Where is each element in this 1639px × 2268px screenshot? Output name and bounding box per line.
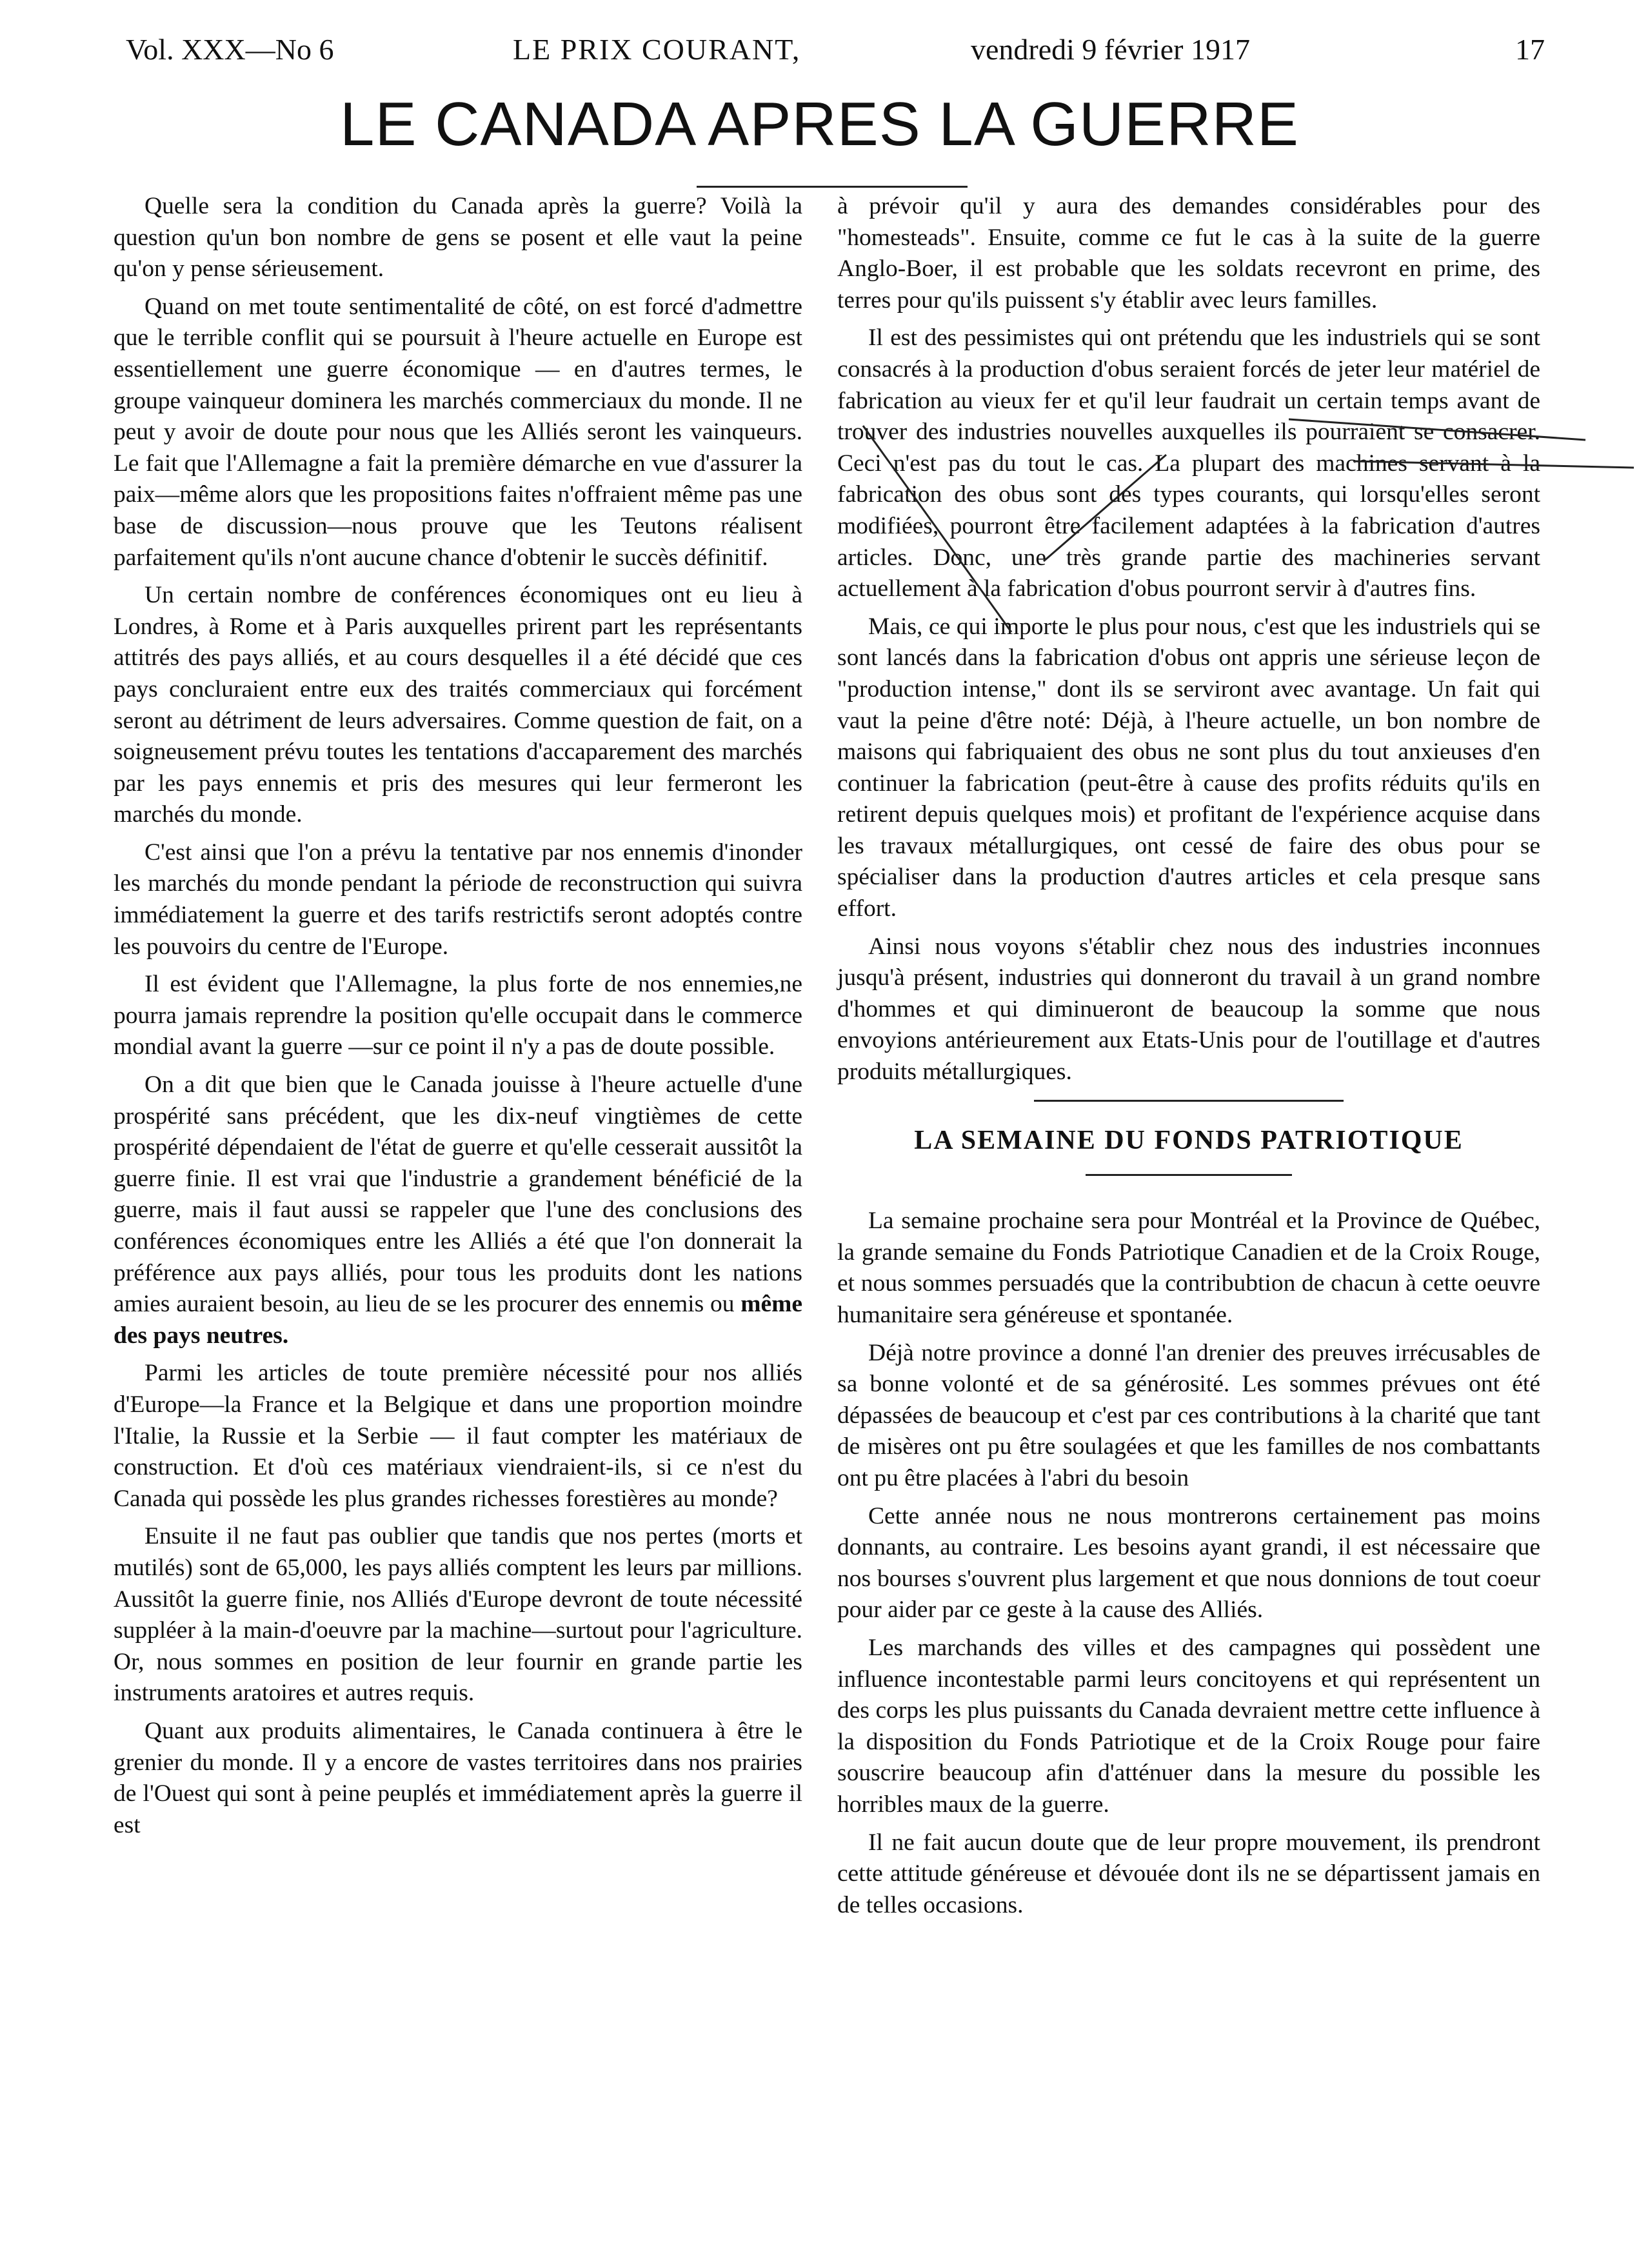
- article-title: LE CANADA APRES LA GUERRE: [340, 90, 1299, 159]
- title-divider: [697, 186, 968, 188]
- section-title-underline: [1086, 1174, 1292, 1176]
- paragraph: Un certain nombre de conférences économiques ont eu lieu à Londres, à Rome et à Paris auxquelles prirent part les représentants attitrés des pays alliés, et au cours desquelles il a été décidé que ces pays concluraient entre eux des traités commerciaux qui forcément seront au détriment de leurs adversaires. Comme question de fait, on a soigneusement prévu toutes les tentations d'accaparement des marchés par les pays ennemis et pris des mesures qui leur fermeront les marchés du monde.: [114, 582, 802, 828]
- issue-date: vendredi 9 février 1917: [971, 33, 1251, 66]
- journal-name: LE PRIX COURANT,: [513, 33, 801, 66]
- page-header: [126, 26, 1545, 77]
- volume-number: Vol. XXX—No 6: [126, 33, 334, 66]
- left-column: [114, 191, 802, 1847]
- paragraph: Parmi les articles de toute première nécessité pour nos alliés d'Europe—la France et la Belgique et dans une proportion moindre l'Italie, la Russie et la Serbie — il faut compter les matériaux de construction. Et d'où ces matériaux viendraient-ils, si ce n'est du Canada qui possède les plus grandes richesses forestières au monde?: [114, 1360, 802, 1512]
- paragraph: Il ne fait aucun doute que de leur propre mouvement, ils prendront cette attitude généreuse et dévouée dont ils ne se départissent jamais en de telles occasions.: [837, 1829, 1540, 1918]
- paragraph-text: On a dit que bien que le Canada jouisse à l'heure actuelle d'une prospérité sans précédent, que les dix-neuf vingtièmes de cette prospérité dépendaient de l'état de guerre et qu'elle cesserait aussitôt la guerre finie. Il est vrai que l'industrie a grandement bénéficié de la guerre, mais il faut aussi se rappeler que l'une des conclusions des conférences économiques entre les Alliés a été que l'on donnerait la préférence aux pays alliés, pour tous les produits dont les nations amies auraient besoin, au lieu de se les procurer des ennemis ou: [114, 1071, 802, 1318]
- paragraph: Il est évident que l'Allemagne, la plus forte de nos ennemies,ne pourra jamais reprendre la position qu'elle occupait dans le commerce mondial avant la guerre —sur ce point il n'y a pas de doute possible.: [114, 971, 802, 1060]
- paragraph: Quant aux produits alimentaires, le Canada continuera à être le grenier du monde. Il y a encore de vastes territoires dans nos prairies de l'Ouest qui sont à peine peuplés et immédiatement après la guerre il est: [114, 1717, 802, 1838]
- paragraph: Les marchands des villes et des campagnes qui possèdent une influence incontestable parmi leurs concitoyens et qui représentent un des corps les plus puissants du Canada devraient mettre cette influence à la disposition du Fonds Patriotique et de la Croix Rouge pour faire souscrire beaucoup afin d'atténuer dans la mesure du possible les horribles maux de la guerre.: [837, 1634, 1540, 1818]
- paragraph: C'est ainsi que l'on a prévu la tentative par nos ennemis d'inonder les marchés du monde pendant la période de reconstruction qui suivra immédiatement la guerre et des tarifs restrictifs seront adoptés contre les pouvoirs du centre de l'Europe.: [114, 839, 802, 960]
- section-divider: [1034, 1100, 1344, 1102]
- paragraph: Quelle sera la condition du Canada après la guerre? Voilà la question qu'un bon nombre de gens se posent et elle vaut la peine qu'on y pense sérieusement.: [114, 193, 802, 283]
- paragraph: Ensuite il ne faut pas oublier que tandis que nos pertes (morts et mutilés) sont de 65,000, les pays alliés comptent les leurs par millions. Aussitôt la guerre finie, nos Alliés d'Europe devront de toute nécessité suppléer à la main-d'oeuvre par la machine—surtout pour l'agriculture. Or, nous sommes en position de leur fournir en grande partie les instruments aratoires et autres requis.: [114, 1523, 802, 1707]
- paragraph: Mais, ce qui importe le plus pour nous, c'est que les industriels qui se sont lancés dans la fabrication d'obus ont appris une sérieuse leçon de "production intense," dont ils se serviront avec avantage. Un fait qui vaut la peine d'être noté: Déjà, à l'heure actuelle, un bon nombre de maisons qui fabriquaient des obus ne sont plus du tout anxieuses d'en continuer la fabrication (peut-être à cause des profits réduits qu'ils en retirent depuis quelques mois) et profitant de l'expérience acquise dans les travaux métallurgiques, ont cessé de faire des obus pour se spécialiser dans la production d'autres articles et cela presque sans effort.: [837, 613, 1540, 922]
- paragraph: Quand on met toute sentimentalité de côté, on est forcé d'admettre que le terrible conflit qui se poursuit à l'heure actuelle en Europe est essentiellement une guerre économique — en d'autres termes, le groupe vainqueur dominera les marchés commerciaux du monde. Il ne peut y avoir de doute pour nous que les Alliés seront les vainqueurs. Le fait que l'Allemagne a fait la première démarche en vue d'assurer la paix—même alors que les propositions faites n'offraient même pas une base de discussion—nous prouve que les Teutons réalisent parfaitement qu'ils n'ont aucune chance d'obtenir le succès définitif.: [114, 293, 802, 571]
- paragraph: Il est des pessimistes qui ont prétendu que les industriels qui se sont consacrés à la production d'obus seraient forcés de jeter leur matériel de fabrication au vieux fer et qu'il leur faudrait un certain temps avant de trouver des industries nouvelles auxquelles ils pourraient se consacrer. Ceci n'est pas du tout le cas. La plupart des machines servant à la fabrication des obus sont des types courants, qui lorsqu'elles seront modifiées, pourront être facilement adaptées à la fabrication d'autres articles. Donc, une très grande partie des machineries servant actuellement à la fabrication d'obus pourront servir à d'autres fins.: [837, 324, 1540, 602]
- section-title: LA SEMAINE DU FONDS PATRIOTIQUE: [914, 1125, 1464, 1155]
- emphasis-text: même des pays neutres.: [114, 1291, 802, 1349]
- right-column: [837, 191, 1540, 1927]
- paragraph: La semaine prochaine sera pour Montréal et la Province de Québec, la grande semaine du Fonds Patriotique Canadien et de la Croix Rouge, et nous sommes persuadés que la contribubtion de chacun à cette oeuvre humanitaire sera généreuse et spontanée.: [837, 1208, 1540, 1328]
- paragraph: [114, 1069, 802, 1351]
- paragraph: Déjà notre province a donné l'an drenier des preuves irrécusables de sa bonne volonté et de sa générosité. Les sommes prévues ont été dépassées de beaucoup et c'est par ces contributions à la charité que tant de misères ont pu être soulagées et que les familles de nos combattants ont pu être placées à l'abri du besoin: [837, 1339, 1540, 1491]
- paragraph: Cette année nous ne nous montrerons certainement pas moins donnants, au contraire. Les besoins ayant grandi, il est nécessaire que nos bourses s'ouvrent plus largement et que nous donnions de tout coeur pour aider par ce geste à la cause des Alliés.: [837, 1502, 1540, 1624]
- paragraph: à prévoir qu'il y aura des demandes considérables pour des "homesteads". Ensuite, comme ce fut le cas à la suite de la guerre Anglo-Boer, il est probable que les soldats recevront en prime, des terres pour qu'ils puissent s'y établir avec leurs familles.: [837, 193, 1540, 313]
- paragraph: Ainsi nous voyons s'établir chez nous des industries inconnues jusqu'à présent, industries qui donneront du travail à un grand nombre d'hommes et qui diminueront de beaucoup la somme que nous envoyions antérieurement aux Etats-Unis pour de l'outillage et d'autres produits métallurgiques.: [837, 933, 1540, 1086]
- page-number: 17: [1515, 33, 1545, 66]
